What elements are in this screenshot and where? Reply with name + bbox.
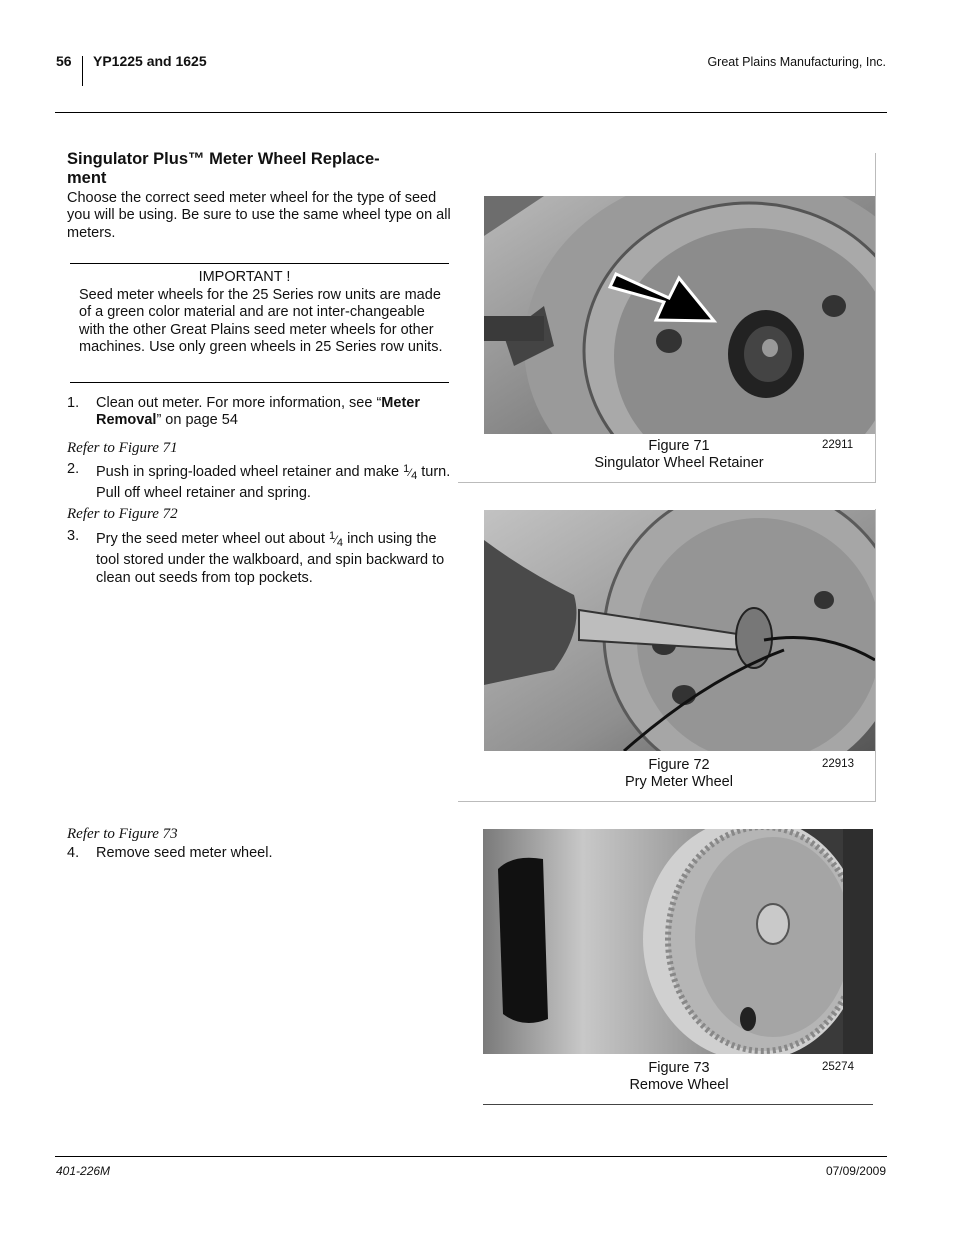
step-number: 2. [67, 461, 80, 477]
step-text: Push in spring-loaded wheel retainer and make [96, 464, 404, 480]
step-1 [67, 395, 459, 430]
footer-rule [55, 1156, 887, 1157]
figure-71-photo [484, 196, 875, 434]
important-text: Seed meter wheels for the 25 Series row units are made of a green color material and are not inter-changeable with the other Great Plains seed meter wheels for other machines. Use only green wheels in 25 Series row units. [79, 287, 443, 355]
step-number: 4. [67, 845, 80, 861]
figure-72-photo [484, 510, 875, 751]
manual-title: YP1225 and 1625 [93, 53, 207, 69]
important-notice [70, 263, 449, 383]
figure-reference: Refer to Figure 71 [67, 440, 178, 456]
step-text: ” on page 54 [156, 412, 238, 429]
step-number: 3. [67, 528, 80, 544]
figure-reference: Refer to Figure 72 [67, 506, 178, 522]
section-title-line1: Singulator Plus™ Meter Wheel Replace- [67, 150, 380, 168]
figure-label: Figure 73 [648, 1060, 710, 1076]
figure-73-caption [559, 1060, 799, 1094]
important-heading: IMPORTANT ! [198, 269, 291, 285]
figure-72-code: 22913 [822, 758, 854, 770]
section-title-line2: ment [67, 169, 107, 187]
fraction: $^1⁄_4$ [328, 530, 344, 549]
figure-title: Pry Meter Wheel [625, 774, 733, 790]
section-title [67, 150, 459, 188]
step-text: Remove seed meter wheel. [96, 845, 273, 861]
figure-73-frame [483, 1104, 873, 1105]
figure-title: Singulator Wheel Retainer [594, 455, 764, 471]
figure-72-caption [559, 757, 799, 791]
document-date: 07/09/2009 [825, 1164, 886, 1178]
header-rule [55, 112, 887, 113]
document-number: 401-226M [56, 1164, 111, 1178]
cross-reference-link[interactable]: Meter Removal [96, 395, 420, 429]
step-text: Pry the seed meter wheel out about [96, 531, 329, 547]
company-name: Great Plains Manufacturing, Inc. [707, 55, 886, 69]
step-text: inch using the tool stored under the walkboard, and spin backward to clean out seeds from top pockets. [96, 531, 445, 586]
figure-73-photo [483, 829, 873, 1054]
figure-73-code: 25274 [822, 1061, 854, 1073]
step-2 [67, 461, 459, 503]
page-number: 56 [56, 53, 72, 69]
figure-label: Figure 72 [648, 757, 710, 773]
step-text: turn. Pull off wheel retainer and spring. [96, 464, 451, 502]
step-text: Clean out meter. For more information, see “ [96, 395, 382, 411]
step-number: 1. [67, 395, 80, 411]
figure-reference: Refer to Figure 73 [67, 826, 178, 842]
step-3 [67, 528, 459, 587]
step-4 [67, 845, 459, 862]
figure-71-code: 22911 [822, 439, 854, 451]
intro-paragraph: Choose the correct seed meter wheel for the type of seed you will be using. Be sure to use the same wheel type on all meters. [67, 190, 451, 241]
figure-label: Figure 71 [648, 438, 710, 454]
section-intro [67, 150, 459, 242]
fraction: $^1⁄_4$ [403, 463, 418, 482]
header-divider [82, 56, 83, 86]
figure-71-caption [559, 438, 799, 472]
figure-title: Remove Wheel [629, 1077, 729, 1093]
